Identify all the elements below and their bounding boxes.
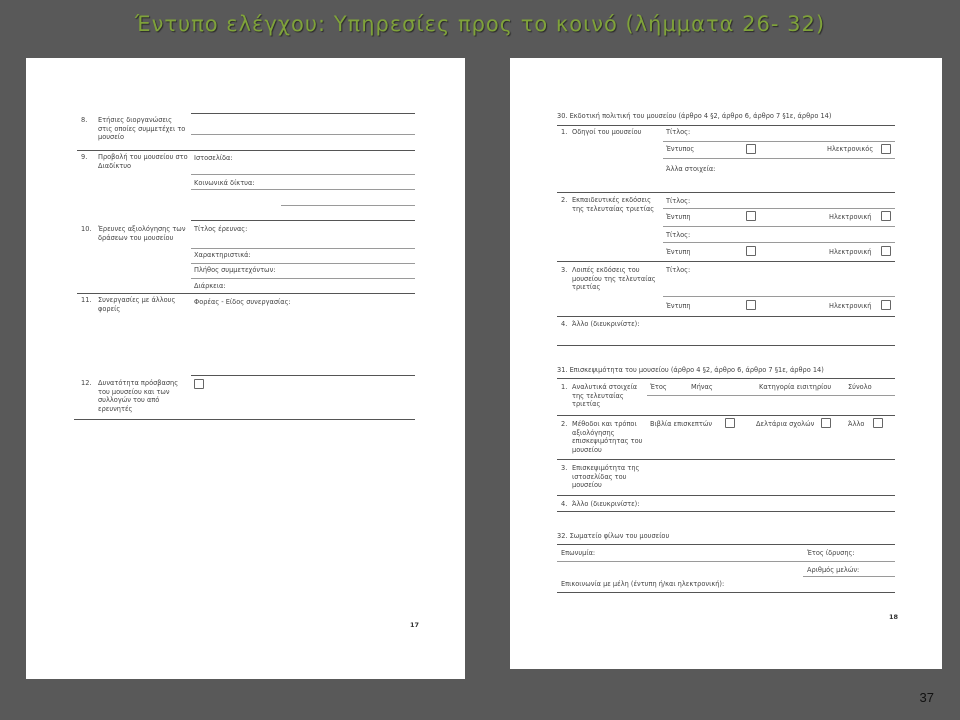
item-label-9: Προβολή του μουσείου στο Διαδίκτυο bbox=[98, 153, 188, 170]
s30-item-number-4: 4. bbox=[561, 320, 568, 328]
s31-item-label-2: Μέθοδοι και τρόποι αξιολόγησης επισκεψιμότητας του μουσείου bbox=[572, 420, 643, 454]
line bbox=[77, 293, 415, 294]
edu-electronic-label-2: Ηλεκτρονική bbox=[829, 248, 872, 256]
line bbox=[191, 220, 415, 221]
visitor-books-label: Βιβλία επισκεπτών bbox=[650, 420, 713, 428]
line bbox=[557, 261, 895, 262]
guide-electronic-checkbox[interactable] bbox=[881, 144, 891, 154]
item-number-8: 8. bbox=[81, 116, 88, 124]
line bbox=[557, 561, 895, 562]
members-count-label: Αριθμός μελών: bbox=[807, 566, 860, 574]
other-pub-printed-checkbox[interactable] bbox=[746, 300, 756, 310]
line bbox=[557, 511, 895, 512]
edu-title-label: Τίτλος: bbox=[666, 197, 691, 205]
other-method-checkbox[interactable] bbox=[873, 418, 883, 428]
school-cards-checkbox[interactable] bbox=[821, 418, 831, 428]
line bbox=[191, 134, 415, 135]
s31-item-number-2: 2. bbox=[561, 420, 568, 428]
year-column-header: Έτος bbox=[650, 383, 667, 391]
s30-item-label-1: Οδηγοί του μουσείου bbox=[572, 128, 642, 136]
item-label-10: Έρευνες αξιολόγησης των δράσεων του μουσείου bbox=[98, 225, 186, 242]
member-contact-label: Επικοινωνία με μέλη (έντυπη ή/και ηλεκτρονική): bbox=[561, 580, 725, 588]
slide-title: Έντυπο ελέγχου: Υπηρεσίες προς το κοινό (λήμματα 26- 32) bbox=[134, 12, 826, 36]
ticket-category-column-header: Κατηγορία εισιτηρίου bbox=[759, 383, 832, 391]
line bbox=[557, 125, 895, 126]
month-column-header: Μήνας bbox=[691, 383, 713, 391]
s30-item-label-2: Εκπαιδευτικές εκδόσεις της τελευταίας τριετίας bbox=[572, 196, 655, 213]
s31-item-label-3: Επισκεψιμότητα της ιστοσελίδας του μουσείου bbox=[572, 464, 640, 490]
research-access-checkbox[interactable] bbox=[194, 379, 204, 389]
item-label-11: Συνεργασίες με άλλους φορείς bbox=[98, 296, 176, 313]
edu-printed-label-2: Έντυπη bbox=[666, 248, 691, 256]
item-number-12: 12. bbox=[81, 379, 92, 387]
line bbox=[663, 296, 895, 297]
guide-printed-label: Έντυπος bbox=[666, 145, 695, 153]
line bbox=[281, 205, 415, 206]
line bbox=[557, 192, 895, 193]
line bbox=[74, 419, 415, 420]
line bbox=[663, 141, 895, 142]
line bbox=[191, 189, 415, 190]
visitor-books-checkbox[interactable] bbox=[725, 418, 735, 428]
line bbox=[663, 242, 895, 243]
guide-printed-checkbox[interactable] bbox=[746, 144, 756, 154]
line bbox=[557, 345, 895, 346]
line bbox=[77, 150, 415, 151]
form-page-18 bbox=[510, 58, 942, 669]
edu-printed-checkbox[interactable] bbox=[746, 211, 756, 221]
line bbox=[557, 495, 895, 496]
edu-title-label-2: Τίτλος: bbox=[666, 231, 691, 239]
edu-electronic-label: Ηλεκτρονική bbox=[829, 213, 872, 221]
school-cards-label: Δελτάρια σχολών bbox=[756, 420, 815, 428]
s30-item-label-4: Άλλο (διευκρινίστε): bbox=[572, 320, 640, 328]
characteristics-label: Χαρακτηριστικά: bbox=[194, 251, 251, 259]
other-pub-electronic-label: Ηλεκτρονική bbox=[829, 302, 872, 310]
line bbox=[663, 226, 895, 227]
line bbox=[191, 375, 415, 376]
line bbox=[557, 316, 895, 317]
website-label: Ιστοσελίδα: bbox=[194, 154, 233, 162]
duration-label: Διάρκεια: bbox=[194, 282, 226, 290]
other-pub-printed-label: Έντυπη bbox=[666, 302, 691, 310]
founded-year-label: Έτος ίδρυσης: bbox=[807, 549, 855, 557]
other-pub-title-label: Τίτλος: bbox=[666, 266, 691, 274]
line bbox=[191, 278, 415, 279]
line bbox=[557, 459, 895, 460]
item-label-12: Δυνατότητα πρόσβασης του μουσείου και των συλλογών του από ερευνητές bbox=[98, 379, 179, 413]
line bbox=[191, 174, 415, 175]
social-media-label: Κοινωνικά δίκτυα: bbox=[194, 179, 255, 187]
line bbox=[647, 395, 895, 396]
edu-electronic-checkbox[interactable] bbox=[881, 211, 891, 221]
s31-item-label-4: Άλλο (διευκρινίστε): bbox=[572, 500, 640, 508]
edu-printed-checkbox-2[interactable] bbox=[746, 246, 756, 256]
form-page-17 bbox=[26, 58, 465, 679]
s30-item-number-3: 3. bbox=[561, 266, 568, 274]
line bbox=[557, 592, 895, 593]
section-31-header: 31. Επισκεψιμότητα του μουσείου (άρθρο 4 §2, άρθρο 6, άρθρο 7 §1ε, άρθρο 14) bbox=[557, 366, 824, 374]
s31-item-number-4: 4. bbox=[561, 500, 568, 508]
line bbox=[663, 158, 895, 159]
item-number-11: 11. bbox=[81, 296, 92, 304]
line bbox=[191, 248, 415, 249]
item-label-8: Ετήσιες διοργανώσεις στις οποίες συμμετέχει το μουσείο bbox=[98, 116, 186, 142]
page-number: 18 bbox=[889, 613, 899, 621]
s30-item-number-1: 1. bbox=[561, 128, 568, 136]
other-pub-electronic-checkbox[interactable] bbox=[881, 300, 891, 310]
edu-electronic-checkbox-2[interactable] bbox=[881, 246, 891, 256]
s30-item-number-2: 2. bbox=[561, 196, 568, 204]
total-column-header: Σύνολο bbox=[848, 383, 872, 391]
line bbox=[191, 113, 415, 114]
line bbox=[557, 544, 895, 545]
s31-item-number-1: 1. bbox=[561, 383, 568, 391]
s30-item-label-3: Λοιπές εκδόσεις του μουσείου της τελευταίας τριετίας bbox=[572, 266, 656, 292]
partners-label: Φορέας - Είδος συνεργασίας: bbox=[194, 298, 291, 306]
line bbox=[663, 208, 895, 209]
item-number-9: 9. bbox=[81, 153, 88, 161]
section-30-header: 30. Εκδοτική πολιτική του μουσείου (άρθρο 4 §2, άρθρο 6, άρθρο 7 §1ε, άρθρο 14) bbox=[557, 112, 832, 120]
edu-printed-label: Έντυπη bbox=[666, 213, 691, 221]
item-number-10: 10. bbox=[81, 225, 92, 233]
line bbox=[191, 263, 415, 264]
page-number: 17 bbox=[410, 621, 420, 629]
line bbox=[557, 378, 895, 379]
slide-number: 37 bbox=[919, 690, 934, 705]
line bbox=[803, 576, 895, 577]
other-method-label: Άλλο bbox=[848, 420, 865, 428]
guide-electronic-label: Ηλεκτρονικός bbox=[827, 145, 874, 153]
association-name-label: Επωνυμία: bbox=[561, 549, 596, 557]
s31-item-number-3: 3. bbox=[561, 464, 568, 472]
guide-title-label: Τίτλος: bbox=[666, 128, 691, 136]
line bbox=[557, 415, 895, 416]
s31-item-label-1: Αναλυτικά στοιχεία της τελευταίας τριετίας bbox=[572, 383, 638, 409]
guide-other-info-label: Άλλα στοιχεία: bbox=[666, 165, 716, 173]
participants-label: Πλήθος συμμετεχόντων: bbox=[194, 266, 276, 274]
survey-title-label: Τίτλος έρευνας: bbox=[194, 225, 248, 233]
section-32-header: 32. Σωματείο φίλων του μουσείου bbox=[557, 532, 670, 540]
